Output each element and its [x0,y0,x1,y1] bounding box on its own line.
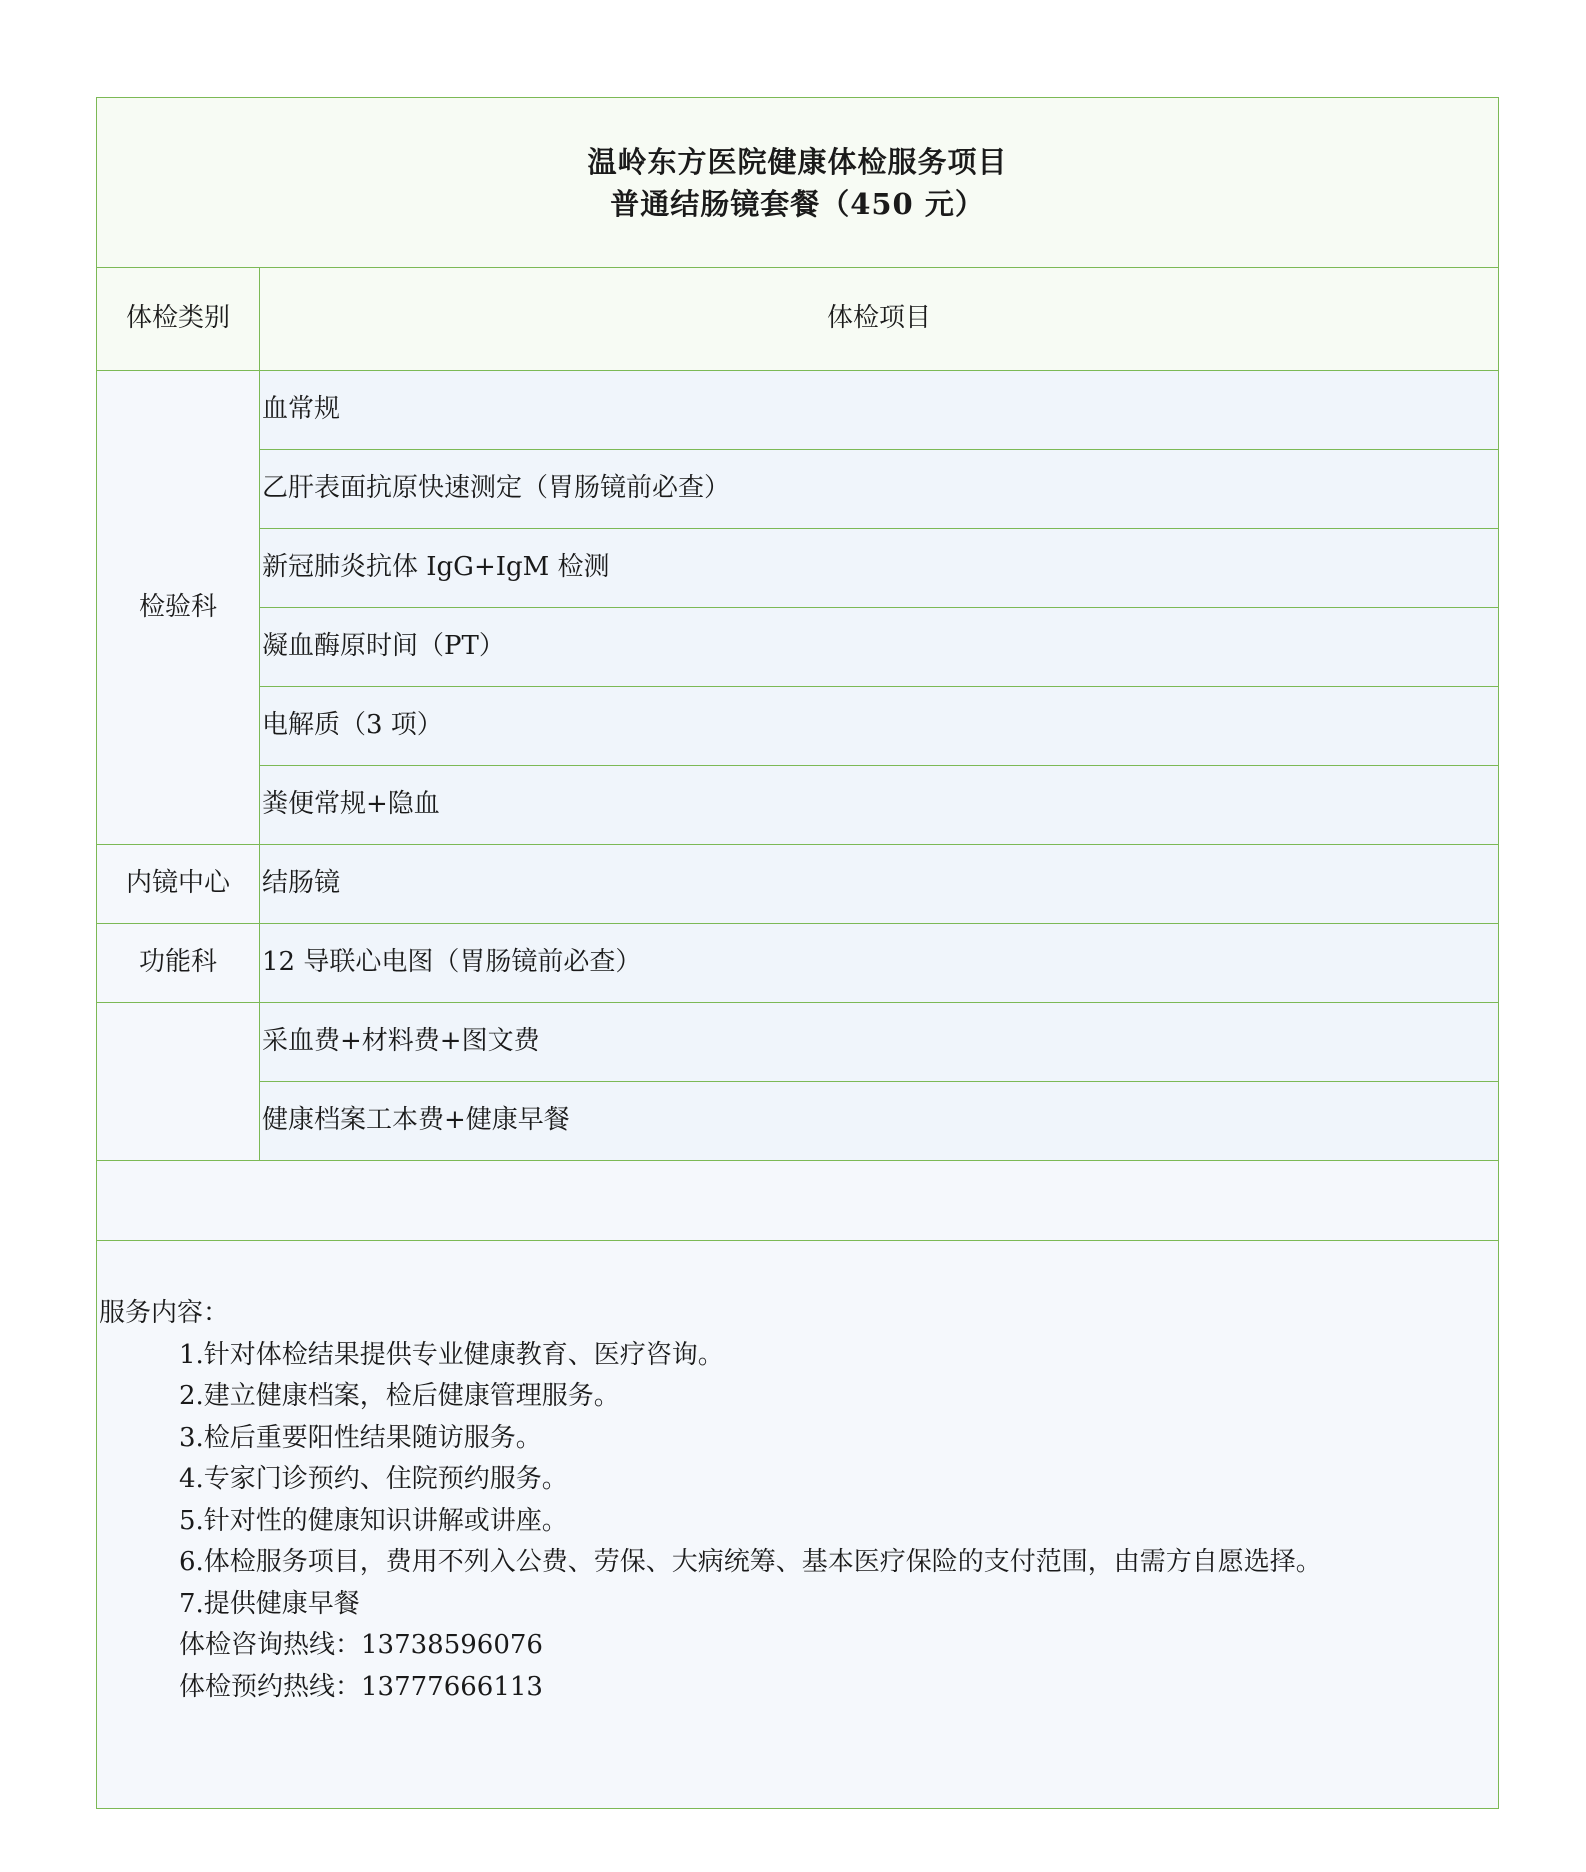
exam-item: 结肠镜 [260,845,1499,924]
title-row [97,98,1499,268]
consult-hotline: 体检咨询热线：13738596076 [179,1630,543,1660]
exam-item: 12 导联心电图（胃肠镜前必查） [260,924,1499,1003]
document-title: 温岭东方医院健康体检服务项目 [587,144,1008,179]
services-row [97,1241,1499,1809]
exam-item: 血常规 [260,371,1499,450]
booking-hotline: 体检预约热线：13777666113 [179,1671,543,1702]
exam-item: 凝血酶原时间（PT） [260,608,1499,687]
exam-item: 乙肝表面抗原快速测定（胃肠镜前必查） [260,450,1499,529]
package-name: 普通结肠镜套餐（450 元） [610,186,985,221]
exam-item: 电解质（3 项） [260,687,1499,766]
service-line: 4.专家门诊预约、住院预约服务。 [179,1464,568,1494]
category-lab: 检验科 [97,371,260,845]
category-endoscopy: 内镜中心 [97,845,260,924]
table-row [97,1003,1499,1082]
service-line: 6.体检服务项目，费用不列入公费、劳保、大病统筹、基本医疗保险的支付范围，由需方自愿选择。 [179,1547,1322,1577]
table-row [97,924,1499,1003]
exam-item: 新冠肺炎抗体 IgG+IgM 检测 [260,529,1499,608]
service-line: 3.检后重要阳性结果随访服务。 [179,1422,542,1453]
table-row [97,608,1499,687]
table-row [97,529,1499,608]
exam-item: 采血费+材料费+图文费 [260,1003,1499,1082]
column-header-category: 体检类别 [97,268,260,371]
empty-row [97,1161,1499,1241]
empty-cell [97,1161,1499,1241]
category-function: 功能科 [97,924,260,1003]
table-row [97,766,1499,845]
service-line: 2.建立健康档案，检后健康管理服务。 [179,1381,620,1411]
exam-item: 健康档案工本费+健康早餐 [260,1082,1499,1161]
service-line: 5.针对性的健康知识讲解或讲座。 [179,1505,568,1536]
exam-item: 粪便常规+隐血 [260,766,1499,845]
services-list [97,1335,1498,1709]
table-row [97,1082,1499,1161]
services-title: 服务内容： [99,1298,230,1328]
table-row [97,371,1499,450]
table-row [97,450,1499,529]
service-line: 1.针对体检结果提供专业健康教育、医疗咨询。 [179,1339,724,1370]
title-cell [97,98,1499,268]
table-row [97,687,1499,766]
package-table [96,97,1499,1809]
services-cell [97,1241,1499,1809]
column-header-items: 体检项目 [260,268,1499,371]
column-header-row [97,268,1499,371]
category-fees [97,1003,260,1161]
table-row [97,845,1499,924]
service-line: 7.提供健康早餐 [179,1588,360,1619]
